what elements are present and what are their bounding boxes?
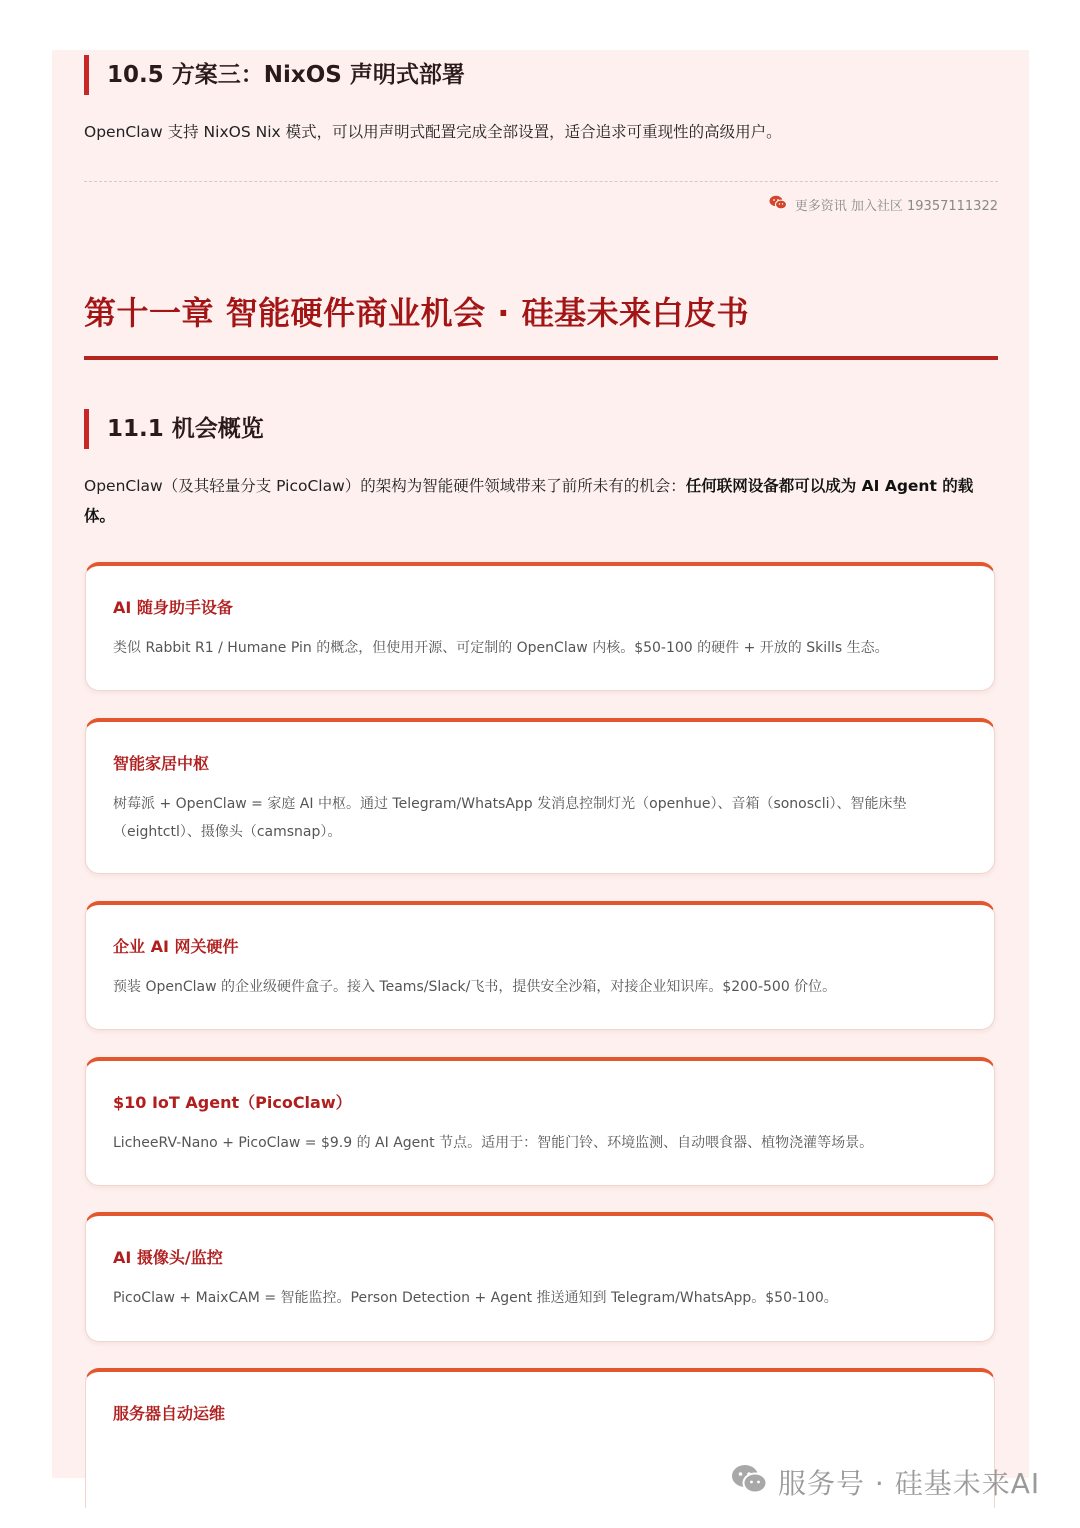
wechat-icon [730,1463,768,1502]
opportunity-card [85,562,995,691]
section-10-5-text: OpenClaw 支持 NixOS Nix 模式，可以用声明式配置完成全部设置，适合追求可重现性的高级用户。 [84,123,782,141]
opportunity-card [85,718,995,874]
card-body: PicoClaw + MaixCAM = 智能监控。Person Detection + Agent 推送通知到 Telegram/WhatsApp。$50-100。 [113,1290,838,1306]
chapter-title: 第十一章 智能硬件商业机会 · 硅基未来白皮书 [84,294,750,332]
section-10-5-heading: 10.5 方案三：NixOS 声明式部署 [84,55,465,95]
section-11-1-heading: 11.1 机会概览 [84,409,264,449]
card-title: AI 随身助手设备 [113,598,233,617]
watermark [730,1462,1040,1502]
card-body: 类似 Rabbit R1 / Humane Pin 的概念，但使用开源、可定制的 OpenClaw 内核。$50-100 的硬件 + 开放的 Skills 生态。 [113,640,889,656]
card-body: LicheeRV-Nano + PicoClaw = $9.9 的 AI Agent 节点。适用于：智能门铃、环境监测、自动喂食器、植物浇灌等场景。 [113,1135,874,1151]
card-body: 预装 OpenClaw 的企业级硬件盒子。接入 Teams/Slack/飞书，提供安全沙箱，对接企业知识库。$200-500 价位。 [113,979,837,995]
card-title: 智能家居中枢 [113,754,210,773]
section-11-1-text-plain: OpenClaw（及其轻量分支 PicoClaw）的架构为智能硬件领域带来了前所未有的机会： [84,477,686,495]
contact-line [769,195,998,214]
card-body: 树莓派 + OpenClaw = 家庭 AI 中枢。通过 Telegram/WhatsApp 发消息控制灯光（openhue）、音箱（sonoscli）、智能床垫（eightctl）、摄像头（camsnap）。 [113,796,907,840]
contact-text: 更多资讯 加入社区 19357111322 [794,199,998,214]
opportunity-card [85,901,995,1030]
wechat-icon [769,195,787,214]
card-title: AI 摄像头/监控 [113,1248,223,1267]
chapter-rule [84,356,998,360]
section-11-1-text-end: 。 [99,507,116,525]
section-11-1-text-bold: 任何联网设备都可以成为 AI Agent 的载体 [84,477,974,525]
watermark-text: 服务号 · 硅基未来AI [778,1467,1041,1500]
opportunity-card [85,1212,995,1342]
card-title: $10 IoT Agent（PicoClaw） [113,1093,352,1112]
card-title: 企业 AI 网关硬件 [113,937,239,956]
card-title: 服务器自动运维 [113,1404,226,1423]
divider [84,181,998,182]
section-11-1-text [84,471,1000,531]
opportunity-card [85,1057,995,1186]
